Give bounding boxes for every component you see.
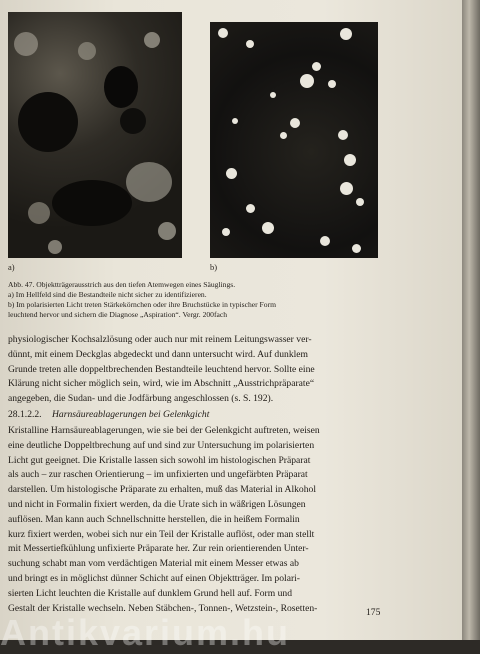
caption-title: Abb. 47. Objektträgerausstrich aus den tiefen Atemwegen eines Säuglings. <box>8 280 236 289</box>
page-edge-shadow <box>462 0 480 640</box>
text-line: mit Messertiefkühlung unfixierte Präparate her. Zur rein orientierenden Unter- <box>8 543 309 555</box>
text-line: darstellen. Um histologische Präparate zu erhalten, muß das Material in Alkohol <box>8 484 316 496</box>
text-line: Licht gut geeignet. Die Kristalle lassen sich sowohl im histologischen Präparat <box>8 454 311 466</box>
section-number: 28.1.2.2. <box>8 409 42 420</box>
text-line: suchung schabt man vom verdächtigen Material mit einem Messer etwas ab <box>8 558 299 570</box>
text-line: physiologischer Kochsalzlösung oder auch nur mit reinem Leitungswasser ver- <box>8 334 312 345</box>
text-line: eine deutliche Doppeltbrechung auf und sind zur Untersuchung im polarisierten <box>8 439 315 451</box>
text-line: kurz fixiert werden, wobei sich nur ein Teil der Kristalle auflöst, oder man stellt <box>8 528 315 540</box>
text-line: sierten Licht leuchten die Kristalle auf dunklem Grund hell auf. Form und <box>8 587 293 599</box>
figure-label-b: b) <box>210 262 218 272</box>
text-line: auflösen. Man kann auch Schnellschnitte herstellen, die in heißem Formalin <box>8 513 300 525</box>
caption-a: a) Im Hellfeld sind die Bestandteile nicht sicher zu identifizieren. <box>8 290 207 299</box>
text-line: dünnt, mit einem Deckglas abgedeckt und dann untersucht wird. Auf dunklem <box>8 348 309 360</box>
figure-label-a: a) <box>8 262 15 272</box>
text-line: Kristalline Harnsäureablagerungen, wie sie bei der Gelenkgicht auftreten, weisen <box>8 425 320 436</box>
text-line: als auch – zur raschen Orientierung – im unfixierten und ungefärbten Präparat <box>8 469 308 481</box>
text-line: angegeben, die Sudan- und die Jodfärbung angeschlossen (s. S. 192). <box>8 393 274 405</box>
paragraph-1 <box>8 333 380 407</box>
figure-caption <box>8 280 380 320</box>
text-line: und nicht in Formalin fixiert werden, da die Urate sich in wäßrigen Lösungen <box>8 498 306 510</box>
micrograph-polarized <box>210 22 378 258</box>
text-line: Gestalt der Kristalle wechseln. Neben Stäbchen-, Tonnen-, Wetzstein-, Rosetten- <box>8 602 318 614</box>
watermark: Antikvarium.hu <box>0 612 291 653</box>
text-line: Klärung nicht sicher möglich sein, wird, wie im Abschnitt „Ausstrichpräparate“ <box>8 378 315 390</box>
micrograph-brightfield <box>8 12 182 258</box>
text-line: Grunde treten alle doppeltbrechenden Bestandteile leuchtend hervor. Sollte eine <box>8 363 315 375</box>
text-line: und bringt es in möglichst dünner Schicht auf einen Objektträger. Im polari- <box>8 572 301 584</box>
paragraph-2 <box>8 424 380 616</box>
section-heading <box>8 409 209 420</box>
page-number: 175 <box>366 607 381 618</box>
section-title: Harnsäureablagerungen bei Gelenkgicht <box>51 409 210 420</box>
caption-b-line1: b) Im polarisierten Licht treten Stärkekörnchen oder ihre Bruchstücke in typischer Form <box>8 300 277 309</box>
caption-b-line2: leuchtend hervor und sichern die Diagnose „Aspiration“. Vergr. 200fach <box>8 310 228 319</box>
